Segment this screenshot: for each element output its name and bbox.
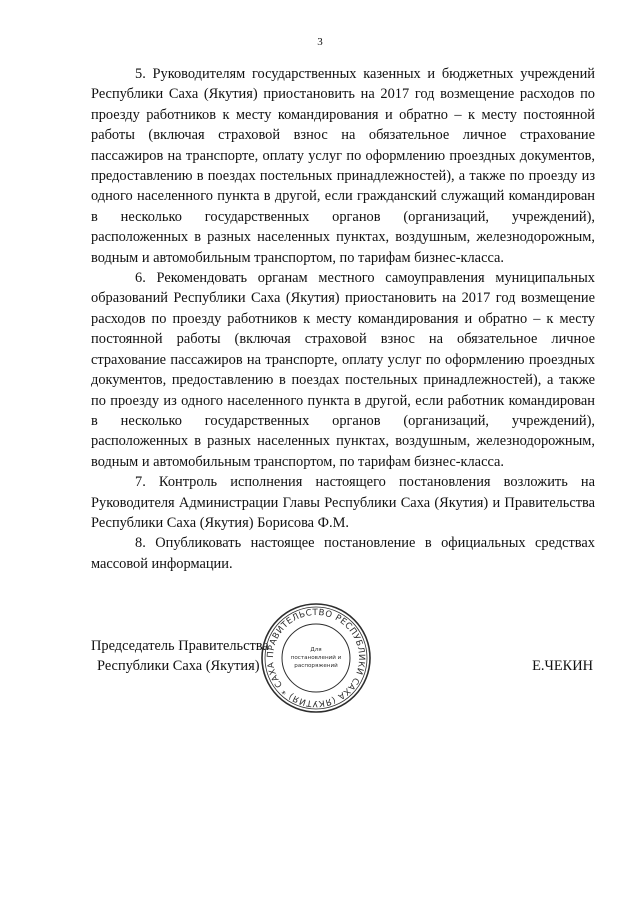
signatory-title-line-1: Председатель Правительства bbox=[91, 638, 269, 654]
paragraph-5: 5. Руководителям государственных казенных и бюджетных учреждений Республики Саха (Якутия) приостановить на 2017 год возмещение расходов по проезду работников к месту командирования и обратно – к месту постоянной работы (включая страховой взнос на обязательное личное страхование пассажиров на транспорте, оплату услуг по оформлению проездных документов, предоставлению в поездах постельных принадлежностей), а также по проезду из одного населенного пункта в другой, если гражданский служащий командирован в несколько государственных органов (организаций, учреждений), расположенных в разных населенных пунктах, воздушным, железнодорожным, водным и автомобильным транспортом, по тарифам бизнес-класса. bbox=[91, 66, 595, 266]
seal-graphic bbox=[260, 602, 372, 714]
paragraph-6: 6. Рекомендовать органам местного самоуправления муниципальных образований Республики Саха (Якутия) приостановить на 2017 год возмещение расходов по проезду работников к месту командирования и обратно – к месту постоянной работы (включая страховой взнос на обязательное личное страхование пассажиров на транспорте, оплату услуг по оформлению проездных документов, предоставлению в поездах постельных принадлежностей), а также по проезду из одного населенного пункта в другой, если работник командирован в несколько государственных органов (организаций, учреждений), расположенных в разных населенных пунктах, воздушным, железнодорожным, водным и автомобильным транспортом, по тарифам бизнес-класса. bbox=[91, 270, 595, 470]
paragraph-8: 8. Опубликовать настоящее постановление в официальных средствах массовой информации. bbox=[91, 535, 595, 572]
seal-inner-line-1: Для bbox=[310, 647, 322, 653]
paragraph-7: 7. Контроль исполнения настоящего постановления возложить на Руководителя Администрации Главы Республики Саха (Якутия) и Правительства Республики Саха (Якутия) Борисова Ф.М. bbox=[91, 474, 595, 531]
seal-ring-text: ПРАВИТЕЛЬСТВО РЕСПУБЛИКИ САХА (ЯКУТИЯ) * САХА bbox=[265, 607, 367, 709]
signatory-title-line-2: Республики Саха (Якутия) bbox=[97, 658, 260, 674]
seal-inner-line-3: распоряжений bbox=[294, 663, 338, 669]
document-body bbox=[91, 64, 595, 574]
official-seal-stamp bbox=[260, 602, 372, 714]
signatory-name: Е.ЧЕКИН bbox=[532, 658, 593, 674]
page-number: 3 bbox=[317, 36, 323, 48]
seal-inner-line-2: постановлений и bbox=[290, 655, 342, 661]
